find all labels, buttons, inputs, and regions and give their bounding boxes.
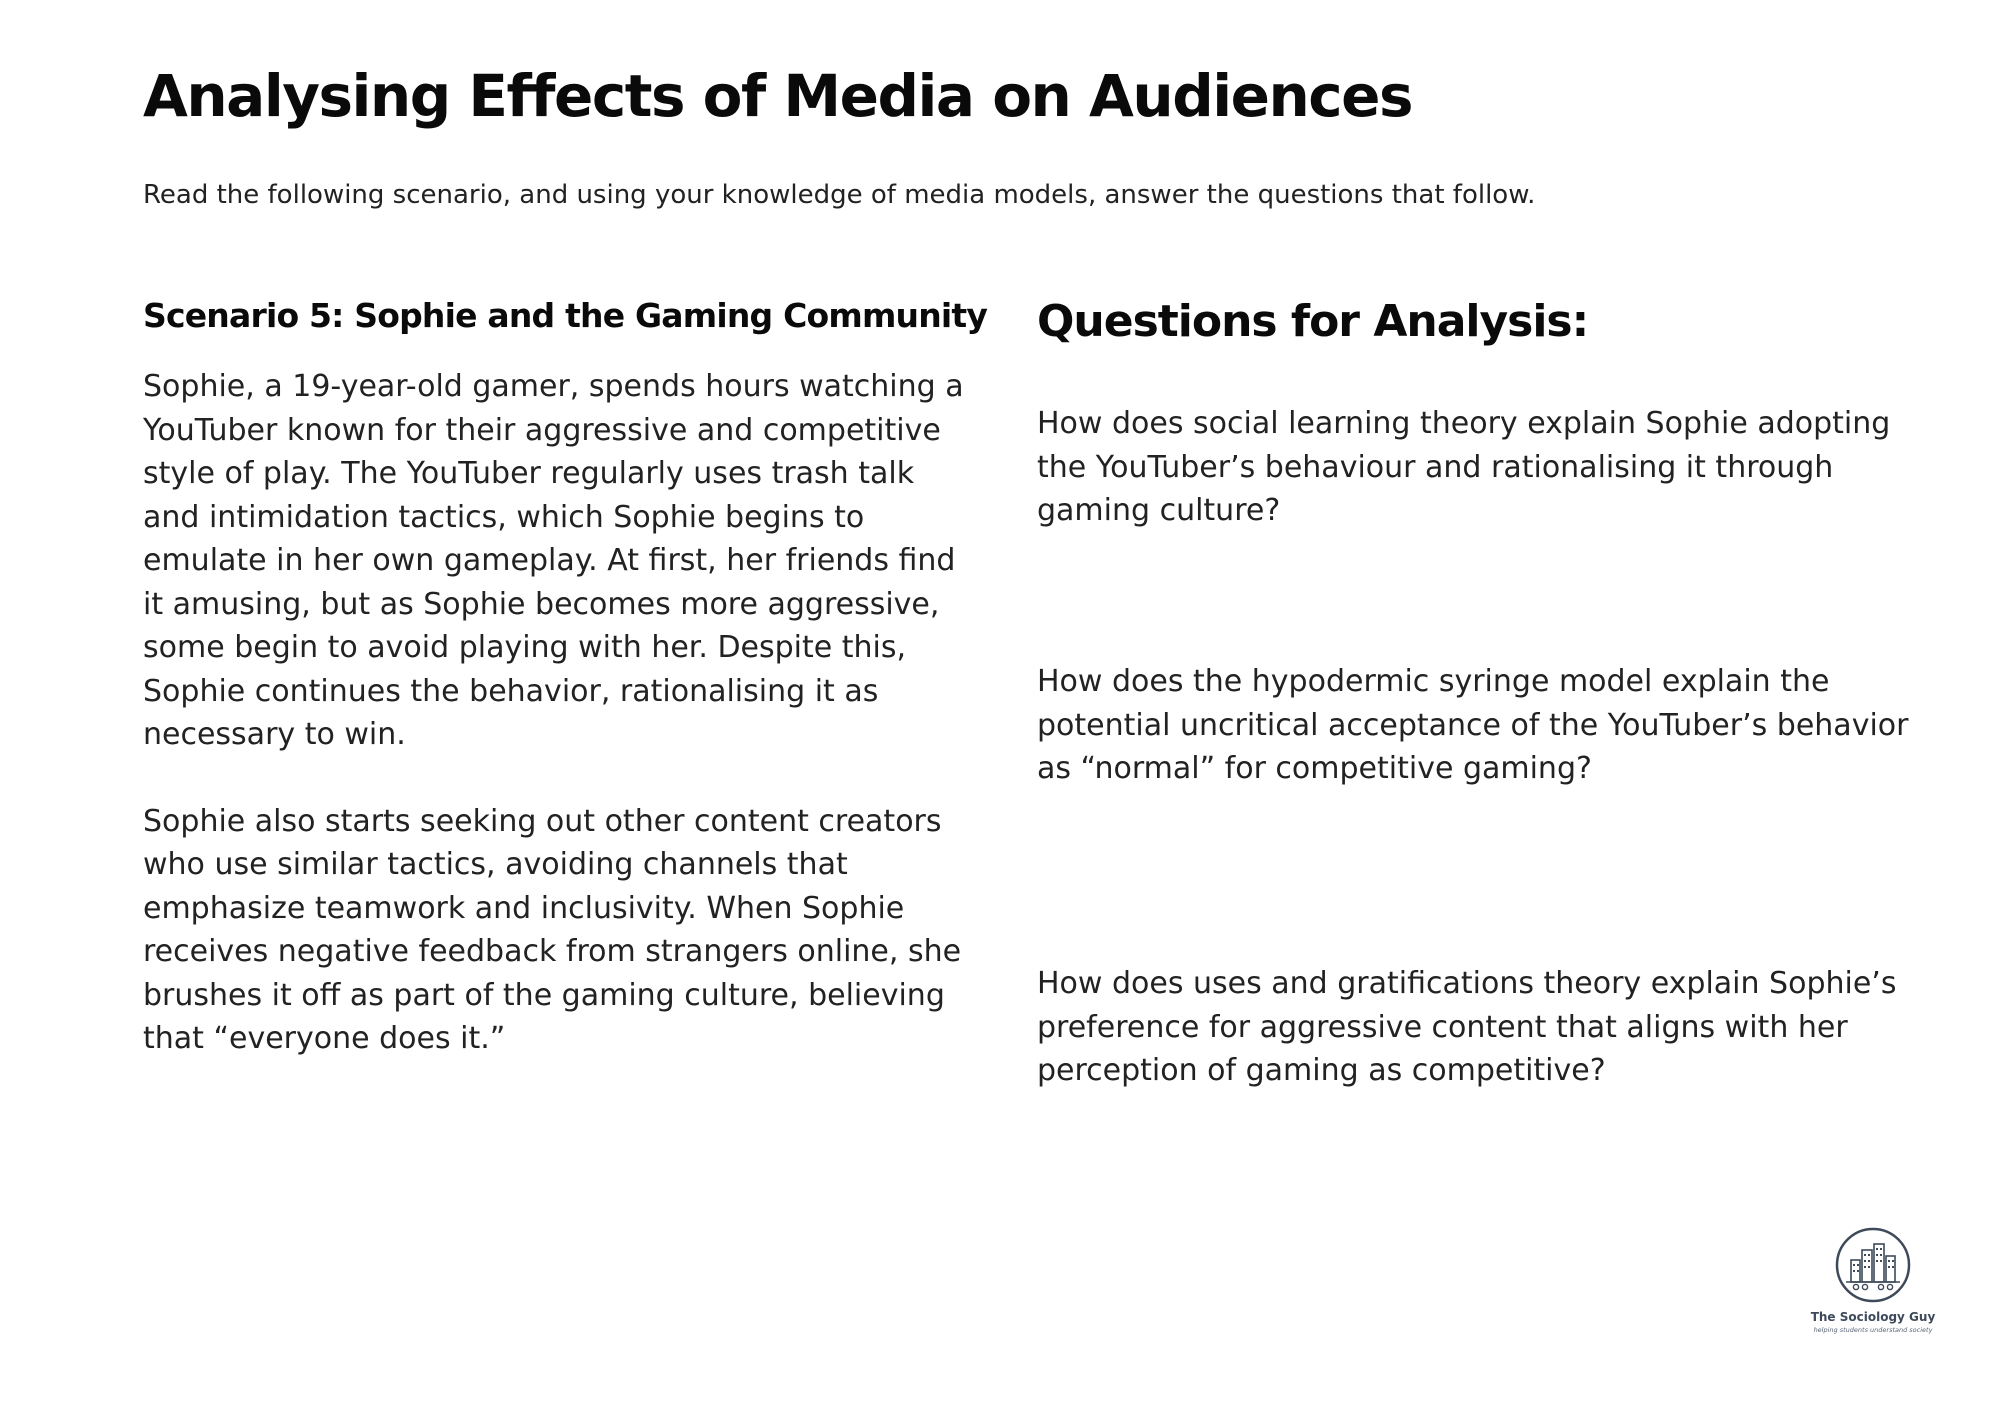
sociology-guy-logo	[1808, 1226, 1938, 1346]
logo-tagline: helping students understand society	[1813, 1326, 1933, 1334]
scenario-paragraph-2: Sophie also starts seeking out other content creators who use similar tactics, avoiding channels that emphasize teamwork and inclusivity. When Sophie receives negative feedback from strangers online, she brushes it off as part of the gaming culture, believing that “everyone does it.”	[143, 803, 962, 1056]
question-3: How does uses and gratifications theory explain Sophie’s preference for aggressive content that aligns with her perception of gaming as competitive?	[1037, 966, 1897, 1088]
questions-heading: Questions for Analysis:	[1037, 296, 1589, 347]
page-title: Analysing Effects of Media on Audiences	[143, 62, 1412, 130]
question-1: How does social learning theory explain Sophie adopting the YouTuber’s behaviour and rationalising it through gaming culture?	[1037, 406, 1891, 528]
logo-name: The Sociology Guy	[1810, 1310, 1936, 1324]
city-buildings-circle-icon	[1834, 1226, 1912, 1304]
intro-instructions: Read the following scenario, and using your knowledge of media models, answer the questions that follow.	[143, 180, 1536, 210]
question-2: How does the hypodermic syringe model explain the potential uncritical acceptance of the YouTuber’s behavior as “normal” for competitive gaming?	[1037, 664, 1909, 786]
scenario-section	[143, 296, 988, 1061]
scenario-heading: Scenario 5: Sophie and the Gaming Community	[143, 296, 988, 335]
questions-section	[1037, 296, 1917, 1088]
scenario-paragraph-1: Sophie, a 19-year-old gamer, spends hours watching a YouTuber known for their aggressive and competitive style of play. The YouTuber regularly uses trash talk and intimidation tactics, which Sophie begins to emulate in her own gameplay. At first, her friends find it amusing, but as Sophie becomes more aggressive, some begin to avoid playing with her. Despite this, Sophie continues the behavior, rationalising it as necessary to win.	[143, 369, 964, 752]
